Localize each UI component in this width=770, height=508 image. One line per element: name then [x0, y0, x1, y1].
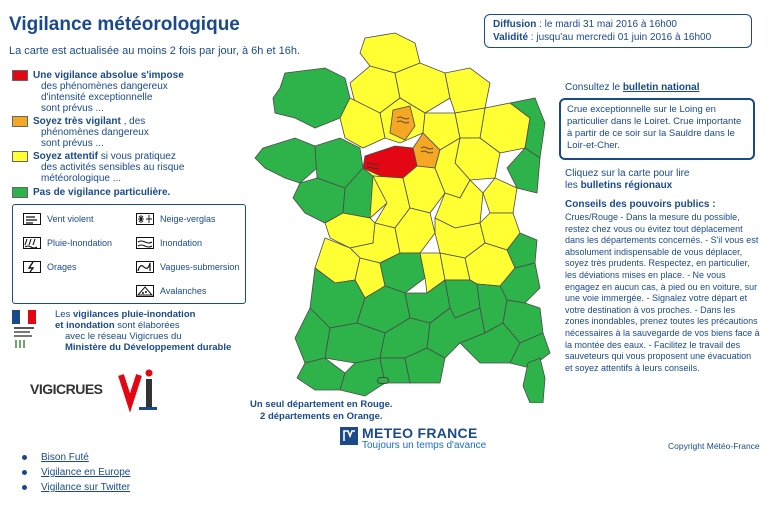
- bullet-icon: [22, 470, 27, 475]
- map-caption-line1: Un seul département en Rouge.: [250, 399, 393, 410]
- ministry-line4: Ministère du Développement durable: [65, 342, 232, 353]
- bullet-icon: [22, 455, 27, 460]
- page-title: Vigilance météorologique: [9, 14, 240, 35]
- hazard-pluie-label: Pluie-Inondation: [47, 238, 113, 248]
- hazard-vent-label: Vent violent: [47, 214, 94, 224]
- red-swatch: [12, 70, 28, 81]
- legend-yellow: [12, 151, 184, 184]
- map-island[interactable]: [377, 377, 389, 384]
- ministry-line1-pre: Les: [55, 309, 73, 320]
- hazard-orages: [23, 261, 77, 273]
- ministry-logo: [10, 308, 38, 350]
- legend-red-line3: sont prévus ...: [41, 103, 104, 114]
- footer-link-twitter-label[interactable]: Vigilance sur Twitter: [41, 482, 131, 493]
- map-region-ardennes: [445, 68, 490, 113]
- wave-submersion-icon: [136, 261, 154, 273]
- legend-orange-title: Soyez très vigilant: [33, 116, 121, 127]
- ministry-line1-bold: vigilances pluie-inondation: [72, 309, 196, 320]
- legend-red-line2: d'intensité exceptionnelle: [41, 92, 153, 103]
- hazard-neige-label: Neige-verglas: [160, 214, 216, 224]
- map-region-doubs: [483, 178, 517, 213]
- map-region-brittany-west: [273, 68, 350, 128]
- diffusion-box: [484, 14, 752, 48]
- hazard-vent: [23, 213, 94, 225]
- map-caption-line2: 2 départements en Orange.: [260, 411, 383, 422]
- legend-red: [12, 70, 184, 114]
- hazard-avalanches: [136, 285, 206, 297]
- legend-green-title: Pas de vigilance particulière.: [33, 187, 171, 198]
- vi-logo[interactable]: [117, 367, 161, 413]
- meteo-france-tagline: Toujours un temps d'avance: [362, 440, 487, 451]
- map-region-meuse: [455, 108, 485, 138]
- orange-swatch: [12, 116, 28, 127]
- hazard-vagues: [136, 261, 239, 273]
- hazard-inondation: [136, 237, 202, 249]
- regional-line1: Cliquez sur la carte pour lire: [565, 168, 690, 179]
- national-bulletin-pre: Consultez le: [565, 82, 623, 93]
- hazard-avalanches-label: Avalanches: [160, 286, 207, 296]
- regional-line2-pre: les: [565, 180, 581, 191]
- legend-yellow-rest: si vous pratiquez: [98, 151, 176, 162]
- yellow-swatch: [12, 151, 28, 162]
- rain-flood-icon: [23, 237, 41, 249]
- flood-alert-box: Crue exceptionnelle sur le Loing en particulier dans le Loiret. Crue importante à partir de ce soir sur la Sauldre dans le Loir-et-Cher.: [559, 98, 755, 160]
- footer-link-europe-label[interactable]: Vigilance en Europe: [41, 467, 131, 478]
- flood-icon: [136, 237, 154, 249]
- avalanche-icon: [136, 285, 154, 297]
- hazard-orages-label: Orages: [47, 262, 77, 272]
- diffusion-label: Diffusion: [493, 19, 537, 30]
- snow-ice-icon: [136, 213, 154, 225]
- legend-orange-rest: , des: [120, 116, 146, 127]
- hazard-inondation-label: Inondation: [160, 238, 203, 248]
- map-region-pyrenees-atl: [297, 358, 345, 390]
- meteo-france-logo-icon: [340, 427, 358, 445]
- diffusion-value: : le mardi 31 mai 2016 à 16h00: [536, 19, 677, 30]
- ministry-line2-rest: sont élaborées: [114, 320, 180, 331]
- ministry-line3: avec le réseau Vigicrues du: [65, 331, 182, 342]
- national-bulletin: [565, 82, 699, 94]
- legend-green: [12, 187, 170, 198]
- regional-bulletins: [565, 168, 690, 192]
- page-subtitle: La carte est actualisée au moins 2 fois par jour, à 6h et 16h.: [9, 45, 301, 57]
- storm-icon: [23, 261, 41, 273]
- green-swatch: [12, 187, 28, 198]
- map-region-finistere: [255, 138, 317, 183]
- legend-yellow-line2: météorologique ...: [41, 173, 122, 184]
- national-bulletin-link[interactable]: bulletin national: [622, 82, 700, 93]
- meteo-france-name[interactable]: METEO FRANCE: [362, 425, 478, 441]
- legend-orange-line1: phénomènes dangereux: [41, 127, 149, 138]
- footer-link-europe[interactable]: [22, 467, 130, 478]
- footer-link-bison-label[interactable]: Bison Futé: [41, 452, 89, 463]
- hazard-neige: [136, 213, 216, 225]
- ministry-text: [55, 309, 231, 353]
- legend-orange: [12, 116, 149, 149]
- legend-red-line1: des phénomènes dangereux: [41, 81, 168, 92]
- hazard-legend: [12, 204, 246, 304]
- vigicrues-logo[interactable]: VIGICRUES: [30, 381, 103, 397]
- advice-text: Crues/Rouge - Dans la mesure du possible, restez chez vous ou évitez tout déplacement dans les départements concernés. - S'il vous est absolument indispensable de vous déplacer, soyez très prudents. Respectez, en particulier, les déviations mises en place. - Ne vous engagez en aucun cas, à pied ou en voiture, sur une voie immergée. - Signalez votre départ et votre destination à vos proches. - Dans les zones inondables, prenez toutes les précautions nécessaires à la sauvegarde de vos biens face à la montée des eaux. - Facilitez le travail des sauveteurs qui vous proposent une évacuation et soyez attentifs à leurs conseils.: [565, 212, 760, 373]
- map-caption: [250, 399, 393, 423]
- validite-value: : jusqu'au mercredi 01 juin 2016 à 16h00: [528, 32, 712, 43]
- wind-icon: [23, 213, 41, 225]
- bullet-icon: [22, 485, 27, 490]
- footer-link-bison[interactable]: [22, 452, 89, 463]
- hazard-pluie: [23, 237, 112, 249]
- ministry-line2-bold: et inondation: [55, 320, 115, 331]
- validite-label: Validité: [493, 32, 529, 43]
- france-vigilance-map[interactable]: [245, 18, 555, 403]
- legend-red-title: Une vigilance absolue s'impose: [33, 70, 184, 81]
- copyright: Copyright Météo-France: [668, 441, 760, 451]
- advice-title: Conseils des pouvoirs publics :: [565, 199, 716, 210]
- legend-yellow-title: Soyez attentif: [33, 151, 99, 162]
- regional-bulletins-link[interactable]: bulletins régionaux: [580, 180, 673, 191]
- legend-yellow-line1: des activités sensibles au risque: [41, 162, 185, 173]
- hazard-vagues-label: Vagues-submersion: [160, 262, 240, 272]
- legend-orange-line2: sont prévus ...: [41, 138, 104, 149]
- footer-link-twitter[interactable]: [22, 482, 130, 493]
